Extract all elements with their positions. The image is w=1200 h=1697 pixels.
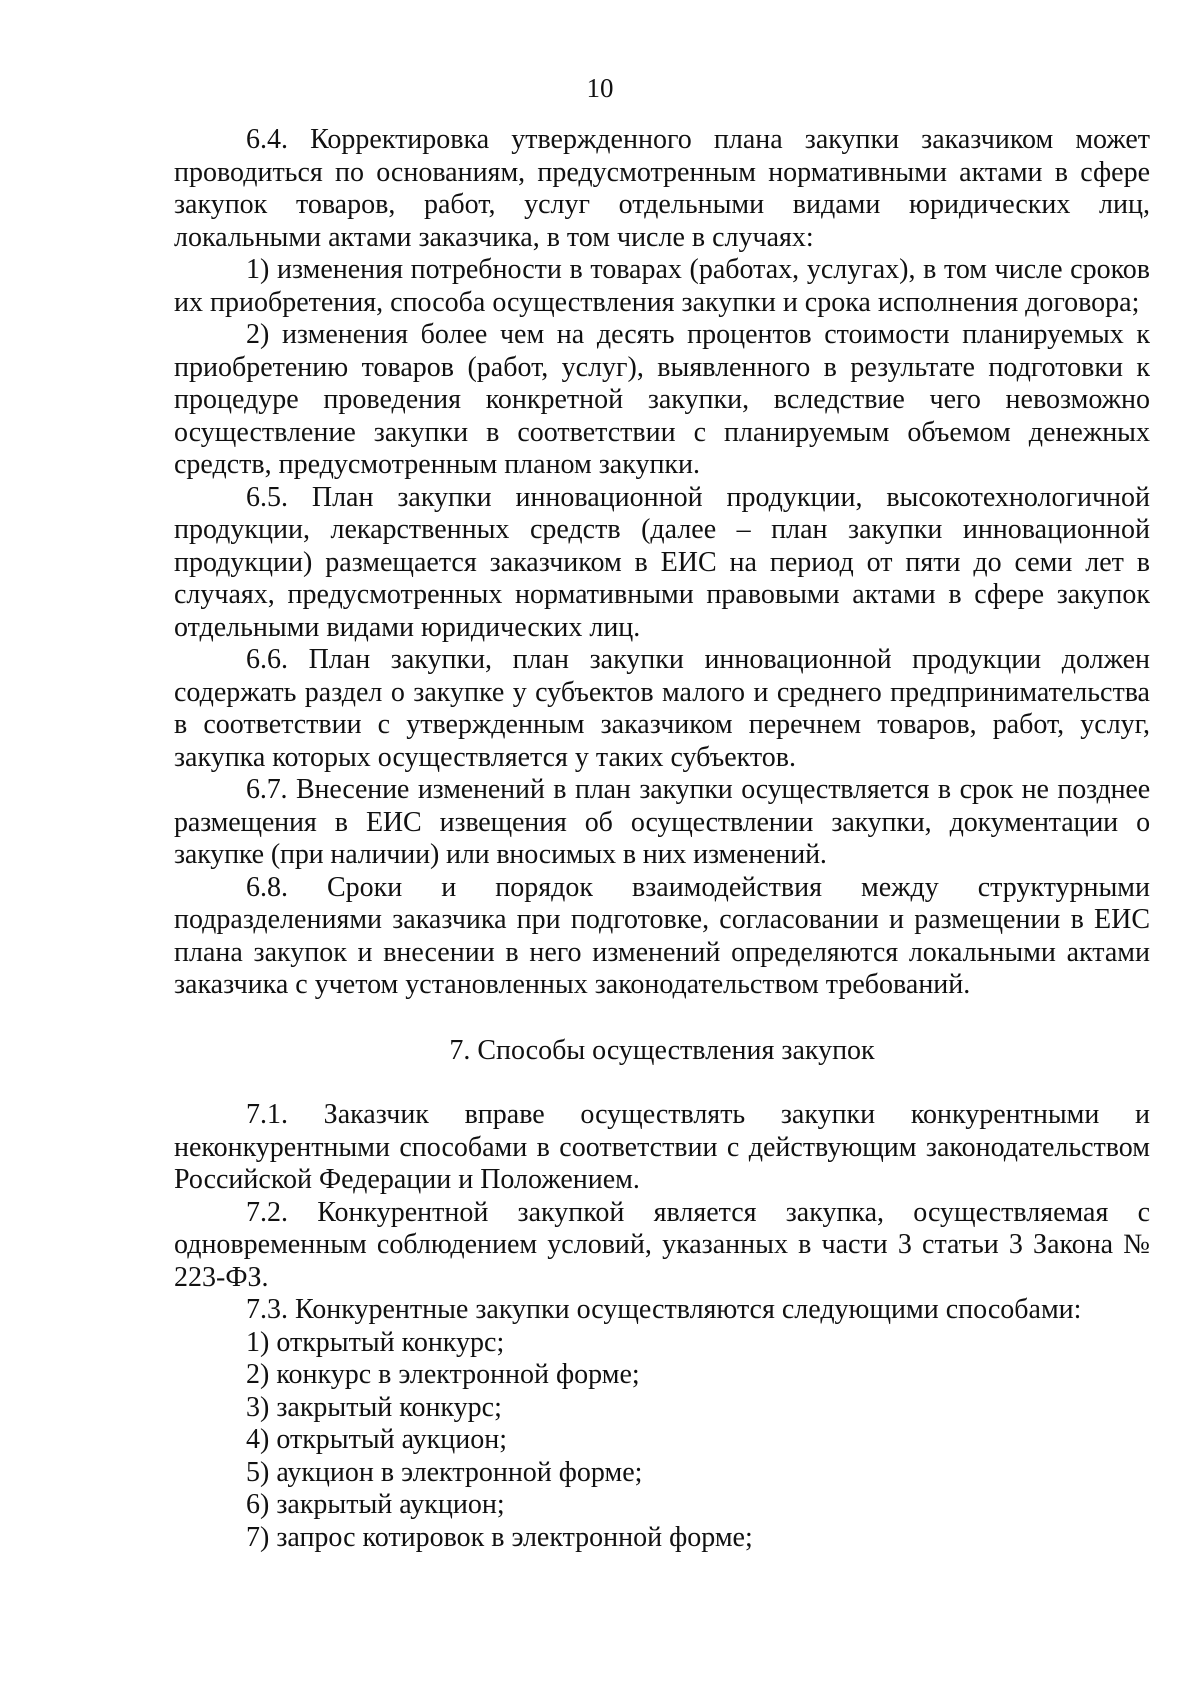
method-list-item: 5) аукцион в электронной форме; bbox=[246, 1456, 643, 1488]
method-list-item: 7) запрос котировок в электронной форме; bbox=[246, 1521, 753, 1553]
method-list-item: 3) закрытый конкурс; bbox=[246, 1391, 502, 1423]
method-list-item: 1) открытый конкурс; bbox=[246, 1326, 505, 1358]
method-list-item: 2) конкурс в электронной форме; bbox=[246, 1359, 640, 1390]
clause-6-4-item-1: 1) изменения потребности в товарах (работах, услугах), в том числе сроков их приобретения, способа осуществления закупки и срока исполнения договора; bbox=[174, 254, 1150, 318]
method-list-item: 4) открытый аукцион; bbox=[246, 1424, 507, 1455]
clause-7-2: 7.2. Конкурентной закупкой является закупка, осуществляемая с одновременным соблюдением условий, указанных в части 3 статьи 3 Закона № 223-ФЗ. bbox=[174, 1196, 1150, 1293]
clause-7-3: 7.3. Конкурентные закупки осуществляются следующими способами: bbox=[246, 1294, 1082, 1325]
clause-6-7: 6.7. Внесение изменений в план закупки осуществляется в срок не позднее размещения в ЕИС извещения об осуществлении закупки, документации о закупке (при наличии) или вносимых в них изменений. bbox=[174, 774, 1150, 870]
clause-7-1: 7.1. Заказчик вправе осуществлять закупки конкурентными и неконкурентными способами в соответствии с действующим законодательством Российской Федерации и Положением. bbox=[174, 1099, 1150, 1195]
clause-6-8: 6.8. Сроки и порядок взаимодействия между структурными подразделениями заказчика при подготовке, согласовании и размещении в ЕИС плана закупок и внесении в него изменений определяются локальными актами заказчика с учетом установленных законодательством требований. bbox=[174, 871, 1150, 1000]
clause-6-5: 6.5. План закупки инновационной продукции, высокотехнологичной продукции, лекарственных средств (далее – план закупки инновационной продукции) размещается заказчиком в ЕИС на период от пяти до семи лет в случаях, предусмотренных нормативными правовыми актами в сфере закупок отдельными видами юридических лиц. bbox=[174, 481, 1150, 643]
clause-6-4-item-2: 2) изменения более чем на десять процентов стоимости планируемых к приобретению товаров (работ, услуг), выявленного в результате подготовки к процедуре проведения конкретной закупки, вследствие чего невозможно осуществление закупки в соответствии с планируемым объемом денежных средств, предусмотренным планом закупки. bbox=[174, 319, 1150, 480]
document-body bbox=[174, 124, 1150, 1554]
clause-6-6: 6.6. План закупки, план закупки инновационной продукции должен содержать раздел о закупке у субъектов малого и среднего предпринимательства в соответствии с утвержденным заказчиком перечнем товаров, работ, услуг, закупка которых осуществляется у таких субъектов. bbox=[174, 644, 1150, 773]
page-number: 10 bbox=[586, 73, 614, 103]
method-list-item: 6) закрытый аукцион; bbox=[246, 1489, 505, 1520]
section-7-heading: 7. Способы осуществления закупок bbox=[449, 1034, 875, 1066]
clause-6-4: 6.4. Корректировка утвержденного плана закупки заказчиком может проводиться по основаниям, предусмотренным нормативными актами в сфере закупок товаров, работ, услуг отдельными видами юридических лиц, локальными актами заказчика, в том числе в случаях: bbox=[174, 124, 1150, 253]
